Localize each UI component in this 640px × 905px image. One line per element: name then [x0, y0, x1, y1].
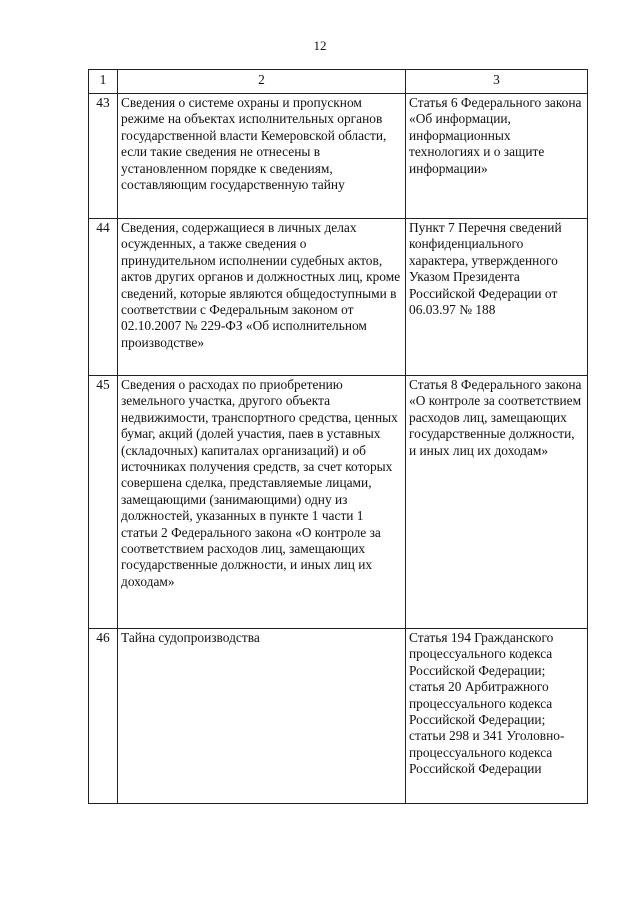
table-row: [89, 629, 588, 804]
table-row: [89, 219, 588, 376]
row-legal-basis: Пункт 7 Перечня сведений конфиденциального характера, утвержденного Указом Президента Российской Федерации от 06.03.97 № 188: [406, 219, 588, 376]
row-legal-basis: Статья 8 Федерального закона «О контроле за соответствием расходов лиц, замещающих государственные должности, и иных лиц их доходам»: [406, 376, 588, 629]
row-number: 45: [89, 376, 118, 629]
row-legal-basis: Статья 194 Гражданского процессуального кодекса Российской Федерации; статья 20 Арбитражного процессуального кодекса Российской Федерации; статьи 298 и 341 Уголовно-процессуального кодекса Российской Федерации: [406, 629, 588, 804]
row-number: 46: [89, 629, 118, 804]
row-legal-basis: Статья 6 Федерального закона «Об информации, информационных технологиях и о защите информации»: [406, 94, 588, 219]
page-number: 12: [313, 38, 327, 53]
column-header-number: 1: [89, 70, 118, 94]
column-header-description: 2: [118, 70, 406, 94]
row-description: Тайна судопроизводства: [118, 629, 406, 804]
row-description: Сведения, содержащиеся в личных делах осужденных, а также сведения о принудительном исполнении судебных актов, актов других органов и должностных лиц, кроме сведений, которые являются общедоступными в соответствии с Федеральным законом от 02.10.2007 № 229-ФЗ «Об исполнительном производстве»: [118, 219, 406, 376]
row-number: 44: [89, 219, 118, 376]
table-row: [89, 376, 588, 629]
table-header-row: [89, 70, 588, 94]
document-table: [88, 69, 588, 804]
row-number: 43: [89, 94, 118, 219]
row-description: Сведения о системе охраны и пропускном режиме на объектах исполнительных органов государственной власти Кемеровской области, если такие сведения не отнесены в установленном порядке к сведениям, составляющим государственную тайну: [118, 94, 406, 219]
row-description: Сведения о расходах по приобретению земельного участка, другого объекта недвижимости, транспортного средства, ценных бумаг, акций (долей участия, паев в уставных (складочных) капиталах организаций) и об источниках получения средств, за счет которых совершена сделка, представляемые лицами, замещающими (занимающими) одну из должностей, указанных в пункте 1 части 1 статьи 2 Федерального закона «О контроле за соответствием расходов лиц, замещающих государственные должности, и иных лиц их доходам»: [118, 376, 406, 629]
table-row: [89, 94, 588, 219]
column-header-basis: 3: [406, 70, 588, 94]
